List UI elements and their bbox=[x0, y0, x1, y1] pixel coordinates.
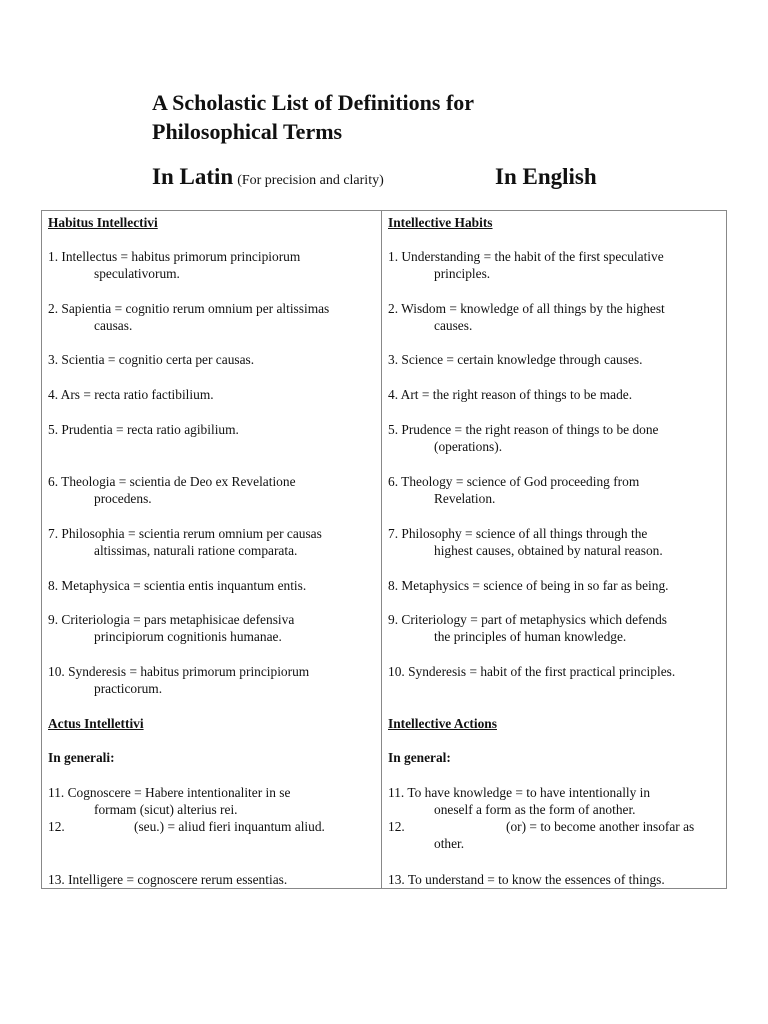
definition-line: 5. Prudence = the right reason of things to be done bbox=[388, 422, 659, 437]
definitions-table bbox=[41, 210, 727, 889]
definition-number: 12. bbox=[388, 819, 405, 834]
latin-definition-3: 3. Scientia = cognitio certa per causas. bbox=[48, 352, 255, 367]
definition-line: 7. Philosophia = scientia rerum omnium per causas bbox=[48, 526, 322, 541]
latin-definition-6 bbox=[48, 473, 378, 507]
english-definition-12 bbox=[388, 818, 722, 852]
latin-header: In Latin bbox=[152, 164, 234, 189]
english-definition-13: 13. To understand = to know the essences of things. bbox=[388, 872, 665, 887]
definition-continuation: speculativorum. bbox=[94, 266, 180, 281]
definition-continuation: causes. bbox=[434, 318, 473, 333]
definition-line bbox=[388, 818, 722, 835]
english-header: In English bbox=[495, 164, 597, 189]
latin-note: (For precision and clarity) bbox=[237, 173, 384, 188]
definition-number: 12. bbox=[48, 819, 65, 834]
english-subsection-general: In general: bbox=[388, 750, 451, 765]
column-divider bbox=[381, 211, 382, 888]
latin-definition-2 bbox=[48, 300, 378, 334]
latin-section-actus: Actus Intellettivi bbox=[48, 716, 144, 731]
english-definition-3: 3. Science = certain knowledge through causes. bbox=[388, 352, 643, 367]
latin-definition-12 bbox=[48, 818, 378, 835]
english-definition-2 bbox=[388, 300, 722, 334]
english-definition-5 bbox=[388, 421, 722, 455]
definition-continuation: other. bbox=[434, 836, 465, 851]
title-line-2: Philosophical Terms bbox=[152, 119, 343, 144]
english-definition-1 bbox=[388, 248, 722, 282]
definition-text: (seu.) = aliud fieri inquantum aliud. bbox=[134, 819, 325, 834]
definition-line: 2. Wisdom = knowledge of all things by the highest bbox=[388, 301, 665, 316]
english-column-header bbox=[495, 164, 597, 190]
definition-line: 1. Intellectus = habitus primorum principiorum bbox=[48, 249, 301, 264]
definition-line: 7. Philosophy = science of all things through the bbox=[388, 526, 648, 541]
document-title bbox=[152, 88, 672, 146]
definition-continuation: oneself a form as the form of another. bbox=[434, 802, 636, 817]
definition-continuation: procedens. bbox=[94, 491, 152, 506]
latin-definition-4: 4. Ars = recta ratio factibilium. bbox=[48, 387, 214, 402]
definition-continuation: Revelation. bbox=[434, 491, 496, 506]
definition-line: 6. Theology = science of God proceeding from bbox=[388, 474, 640, 489]
latin-definition-8: 8. Metaphysica = scientia entis inquantum entis. bbox=[48, 578, 307, 593]
definition-text: (or) = to become another insofar as bbox=[506, 819, 695, 834]
english-definition-11 bbox=[388, 784, 722, 818]
definition-line: 9. Criteriologia = pars metaphisicae defensiva bbox=[48, 612, 295, 627]
latin-definition-7 bbox=[48, 525, 378, 559]
english-definition-9 bbox=[388, 611, 722, 645]
definition-continuation: the principles of human knowledge. bbox=[434, 629, 627, 644]
definition-line: 1. Understanding = the habit of the first speculative bbox=[388, 249, 664, 264]
latin-definition-5: 5. Prudentia = recta ratio agibilium. bbox=[48, 422, 239, 437]
english-definition-7 bbox=[388, 525, 722, 559]
english-definition-8: 8. Metaphysics = science of being in so far as being. bbox=[388, 578, 669, 593]
definition-continuation: formam (sicut) alterius rei. bbox=[94, 802, 238, 817]
english-section-habits: Intellective Habits bbox=[388, 215, 493, 230]
definition-line: 11. Cognoscere = Habere intentionaliter in se bbox=[48, 785, 291, 800]
latin-subsection-generali: In generali: bbox=[48, 750, 115, 765]
latin-column-header bbox=[152, 164, 384, 190]
definition-line: 10. Synderesis = habitus primorum principiorum bbox=[48, 664, 310, 679]
definition-continuation: practicorum. bbox=[94, 681, 163, 696]
definition-continuation: causas. bbox=[94, 318, 133, 333]
english-definition-6 bbox=[388, 473, 722, 507]
definition-line: 9. Criteriology = part of metaphysics which defends bbox=[388, 612, 668, 627]
latin-definition-13: 13. Intelligere = cognoscere rerum essentias. bbox=[48, 872, 288, 887]
latin-definition-11 bbox=[48, 784, 378, 818]
definition-continuation: (operations). bbox=[434, 439, 503, 454]
definition-continuation: altissimas, naturali ratione comparata. bbox=[94, 543, 298, 558]
definition-line: 11. To have knowledge = to have intentionally in bbox=[388, 785, 651, 800]
definition-line: 6. Theologia = scientia de Deo ex Revelatione bbox=[48, 474, 296, 489]
latin-definition-9 bbox=[48, 611, 378, 645]
latin-definition-10 bbox=[48, 663, 378, 697]
definition-continuation: highest causes, obtained by natural reason. bbox=[434, 543, 663, 558]
english-section-actions: Intellective Actions bbox=[388, 716, 497, 731]
title-line-1: A Scholastic List of Definitions for bbox=[152, 90, 475, 115]
definition-continuation: principiorum cognitionis humanae. bbox=[94, 629, 282, 644]
definition-continuation: principles. bbox=[434, 266, 491, 281]
latin-definition-1 bbox=[48, 248, 378, 282]
definition-line: 2. Sapientia = cognitio rerum omnium per altissimas bbox=[48, 301, 330, 316]
english-definition-10: 10. Synderesis = habit of the first practical principles. bbox=[388, 664, 676, 679]
english-definition-4: 4. Art = the right reason of things to be made. bbox=[388, 387, 633, 402]
latin-section-habitus: Habitus Intellectivi bbox=[48, 215, 158, 230]
language-headers bbox=[0, 164, 768, 196]
